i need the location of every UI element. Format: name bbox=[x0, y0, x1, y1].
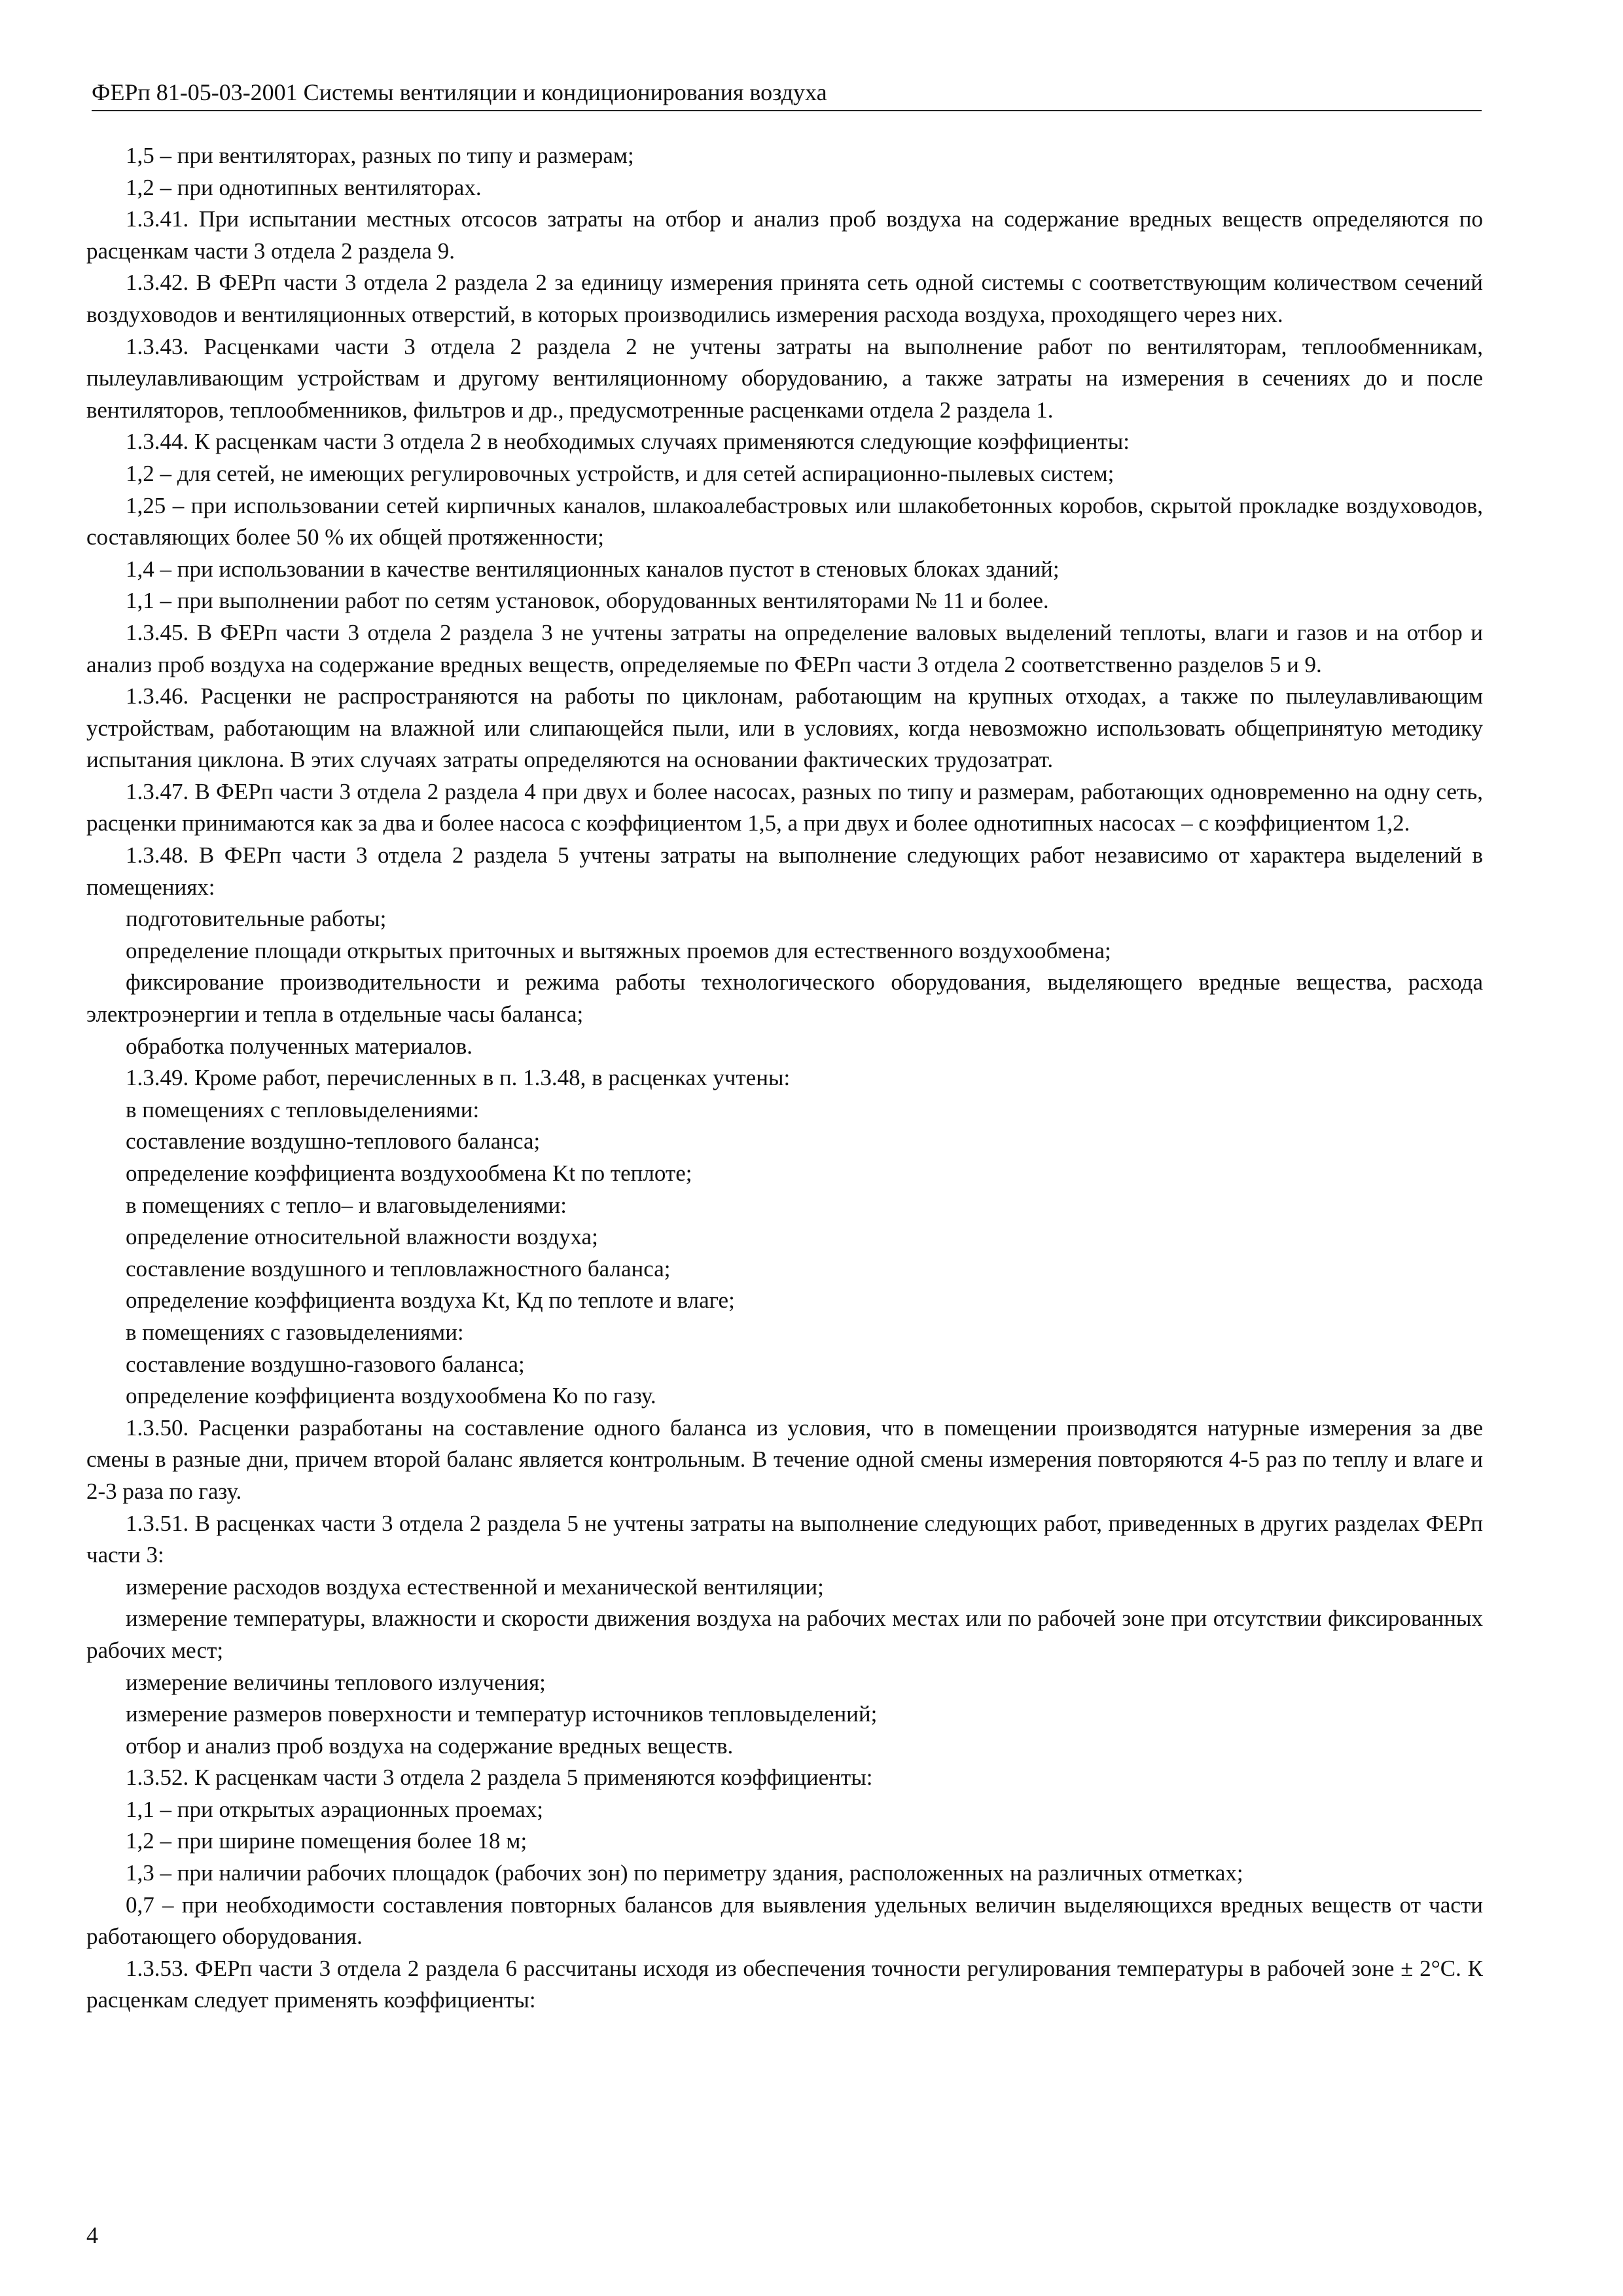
paragraph: 1,2 – при ширине помещения более 18 м; bbox=[126, 1828, 527, 1854]
paragraph: 0,7 – при необходимости составления повторных балансов для выявления удельных величин выделяющихся вредных веществ от части работающего оборудования. bbox=[86, 1892, 1483, 1950]
paragraph: определение относительной влажности воздуха; bbox=[126, 1224, 598, 1250]
paragraph: в помещениях с тепловыделениями: bbox=[126, 1096, 480, 1122]
paragraph: 1,2 – при однотипных вентиляторах. bbox=[126, 174, 482, 200]
paragraph: 1.3.47. В ФЕРп части 3 отдела 2 раздела 4 при двух и более насосах, разных по типу и размерам, работающих одновременно на одну сеть, расценки принимаются как за два и более насоса с коэффициентом 1,5, а при двух и более однотипных насосах – с коэффициентом 1,2. bbox=[86, 778, 1483, 836]
paragraph: 1.3.48. В ФЕРп части 3 отдела 2 раздела 5 учтены затраты на выполнение следующих работ независимо от характера выделений в помещениях: bbox=[86, 842, 1483, 900]
paragraph: измерение величины теплового излучения; bbox=[126, 1669, 546, 1695]
paragraph: 1,25 – при использовании сетей кирпичных каналов, шлакоалебастровых или шлакобетонных коробов, скрытой прокладке воздуховодов, составляющих более 50 % их общей протяженности; bbox=[86, 492, 1483, 550]
paragraph: 1.3.49. Кроме работ, перечисленных в п. 1.3.48, в расценках учтены: bbox=[126, 1065, 791, 1091]
paragraph: фиксирование производительности и режима работы технологического оборудования, выделяющего вредные вещества, расхода электроэнергии и тепла в отдельные часы баланса; bbox=[86, 969, 1483, 1028]
paragraph: 1.3.46. Расценки не распространяются на работы по циклонам, работающим на крупных отходах, а также по пылеулавливающим устройствам, работающим на влажной или слипающейся пыли, или в условиях, когда невозможно использовать общепринятую методику испытания циклона. В этих случаях затраты определяются на основании фактических трудозатрат. bbox=[86, 683, 1483, 773]
paragraph: 1,1 – при открытых аэрационных проемах; bbox=[126, 1796, 544, 1822]
paragraph: 1.3.43. Расценками части 3 отдела 2 раздела 2 не учтены затраты на выполнение работ по вентиляторам, теплообменникам, пылеулавливающим устройствам и другому вентиляционному оборудованию, а также затраты на измерения в сечениях до и после вентиляторов, теплообменников, фильтров и др., предусмотренные расценками отдела 2 раздела 1. bbox=[86, 333, 1483, 423]
paragraph: составление воздушного и тепловлажностного баланса; bbox=[126, 1255, 671, 1282]
paragraph: подготовительные работы; bbox=[126, 906, 387, 932]
paragraph: в помещениях с газовыделениями: bbox=[126, 1319, 464, 1345]
paragraph: измерение расходов воздуха естественной и механической вентиляции; bbox=[126, 1573, 824, 1600]
paragraph: 1.3.44. К расценкам части 3 отдела 2 в необходимых случаях применяются следующие коэффициенты: bbox=[126, 429, 1130, 455]
paragraph: 1,5 – при вентиляторах, разных по типу и размерам; bbox=[126, 143, 634, 168]
paragraph: 1.3.45. В ФЕРп части 3 отдела 2 раздела 3 не учтены затраты на определение валовых выделений теплоты, влаги и газов и на отбор и анализ проб воздуха на содержание вредных веществ, определяемые по ФЕРп части 3 отдела 2 соответственно разделов 5 и 9. bbox=[86, 619, 1483, 677]
paragraph: 1,4 – при использовании в качестве вентиляционных каналов пустот в стеновых блоках зданий; bbox=[126, 556, 1060, 582]
paragraph: отбор и анализ проб воздуха на содержание вредных веществ. bbox=[126, 1732, 734, 1759]
paragraph: 1.3.41. При испытании местных отсосов затраты на отбор и анализ проб воздуха на содержание вредных веществ определяются по расценкам части 3 отдела 2 раздела 9. bbox=[86, 206, 1483, 264]
paragraph: составление воздушно-газового баланса; bbox=[126, 1351, 525, 1377]
paragraph: определение площади открытых приточных и вытяжных проемов для естественного воздухообмена; bbox=[126, 937, 1111, 963]
document-title: ФЕРп 81-05-03-2001 Системы вентиляции и кондиционирования воздуха bbox=[92, 79, 827, 105]
paragraph: измерение температуры, влажности и скорости движения воздуха на рабочих местах или по рабочей зоне при отсутствии фиксированных рабочих мест; bbox=[86, 1605, 1483, 1663]
paragraph: 1.3.52. К расценкам части 3 отдела 2 раздела 5 применяются коэффициенты: bbox=[126, 1765, 873, 1791]
document-body bbox=[86, 140, 1483, 2017]
paragraph: в помещениях с тепло– и влаговыделениями: bbox=[126, 1192, 567, 1218]
paragraph: измерение размеров поверхности и температур источников тепловыделений; bbox=[126, 1701, 878, 1727]
paragraph: 1.3.53. ФЕРп части 3 отдела 2 раздела 6 рассчитаны исходя из обеспечения точности регулирования температуры в рабочей зоне ± 2°С. К расценкам следует применять коэффициенты: bbox=[86, 1955, 1483, 2013]
paragraph: 1.3.42. В ФЕРп части 3 отдела 2 раздела 2 за единицу измерения принята сеть одной системы с соответствующим количеством сечений воздуховодов и вентиляционных отверстий, в которых производились измерения расхода воздуха, проходящего через них. bbox=[86, 270, 1483, 327]
page-number: 4 bbox=[86, 2222, 98, 2248]
paragraph: 1.3.51. В расценках части 3 отдела 2 раздела 5 не учтены затраты на выполнение следующих работ, приведенных в других разделах ФЕРп части 3: bbox=[86, 1510, 1483, 1568]
paragraph: обработка полученных материалов. bbox=[126, 1033, 473, 1059]
paragraph: 1,1 – при выполнении работ по сетям установок, оборудованных вентиляторами № 11 и более. bbox=[126, 588, 1049, 614]
paragraph: составление воздушно-теплового баланса; bbox=[126, 1128, 541, 1155]
page-header bbox=[92, 77, 1482, 111]
paragraph: 1.3.50. Расценки разработаны на составление одного баланса из условия, что в помещении производятся натурные измерения за две смены в разные дни, причем второй баланс является контрольным. В течение одной смены измерения повторяются 4-5 раз по теплу и влаге и 2-3 раза по газу. bbox=[86, 1414, 1483, 1504]
paragraph: 1,3 – при наличии рабочих площадок (рабочих зон) по периметру здания, расположенных на различных отметках; bbox=[126, 1860, 1243, 1886]
paragraph: определение коэффициента воздухообмена Kt по теплоте; bbox=[126, 1160, 692, 1186]
paragraph: 1,2 – для сетей, не имеющих регулировочных устройств, и для сетей аспирационно-пылевых систем; bbox=[126, 460, 1115, 486]
paragraph: определение коэффициента воздуха Kt, Кд по теплоте и влаге; bbox=[126, 1287, 735, 1314]
paragraph: определение коэффициента воздухообмена Ко по газу. bbox=[126, 1383, 656, 1409]
